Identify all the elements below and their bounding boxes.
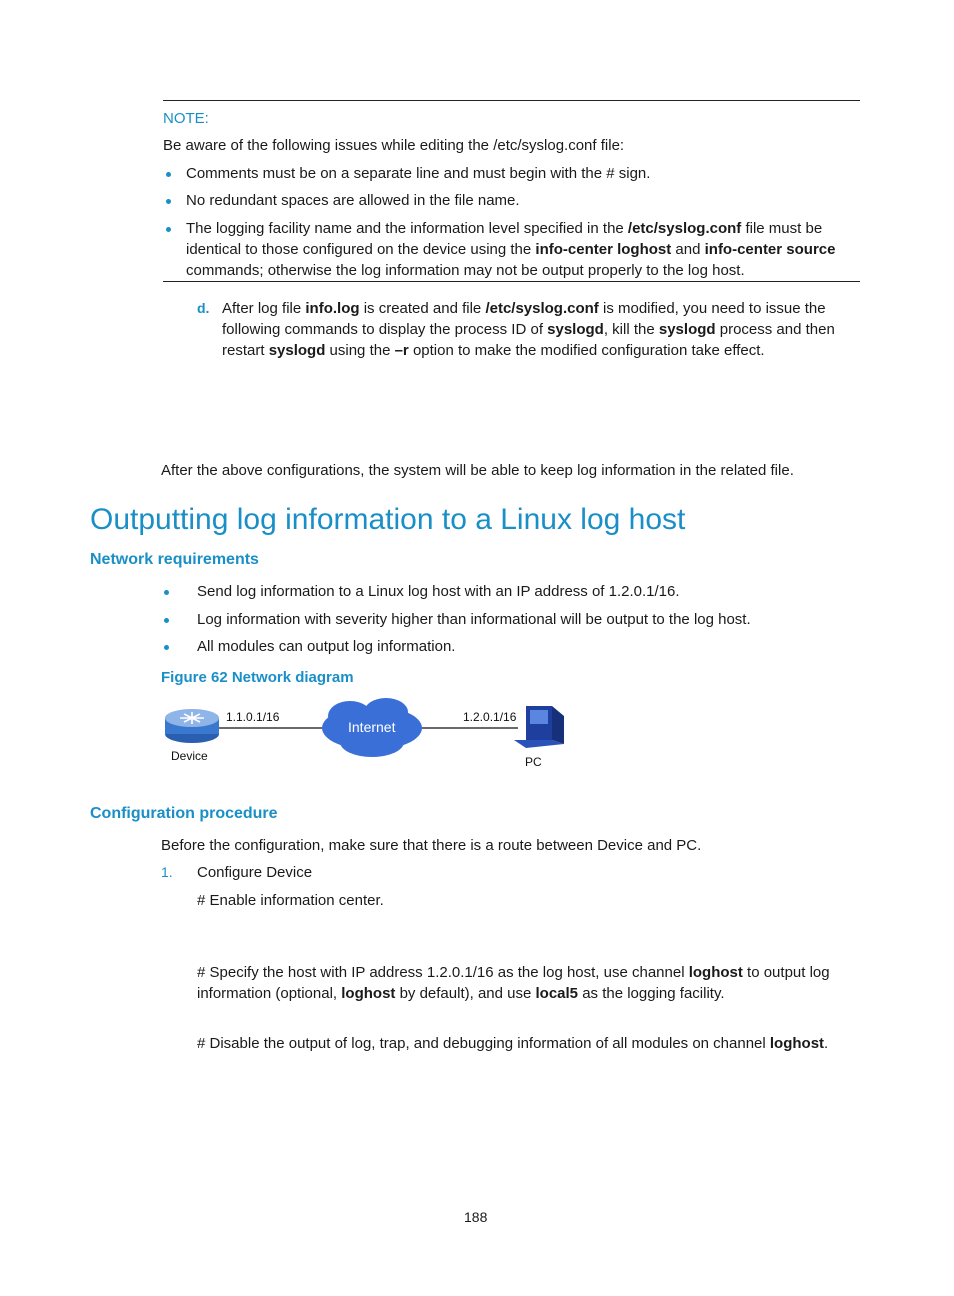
note-item-2: No redundant spaces are allowed in the file name. [186,192,520,209]
network-diagram [150,690,580,780]
note-intro: Be aware of the following issues while editing the /etc/syslog.conf file: [163,137,625,154]
step-1-text: Configure Device [197,864,313,881]
section-title: Outputting log information to a Linux log host [90,503,686,536]
note-item-1: Comments must be on a separate line and must begin with the # sign. [186,165,651,182]
pc-label: PC [525,755,542,769]
config-intro: Before the configuration, make sure that there is a route between Device and PC. [161,837,702,854]
req-bullet-2 [164,618,169,623]
step-1-marker: 1. [161,864,173,880]
note-label: NOTE: [163,110,209,127]
pc-icon [514,706,564,748]
step-d-line-2: following commands to display the process ID of syslogd, kill the syslogd process and then [222,321,835,338]
comment-specify-host-line-1: # Specify the host with IP address 1.2.0.1/16 as the log host, use channel loghost to output log [197,964,830,981]
note-bullet-2 [166,199,171,204]
after-config-text: After the above configurations, the system will be able to keep log information in the related file. [161,462,794,479]
router-icon [165,709,219,743]
page-number: 188 [464,1209,488,1225]
network-requirements-heading: Network requirements [90,551,259,568]
req-item-1: Send log information to a Linux log host with an IP address of 1.2.0.1/16. [197,583,680,600]
comment-specify-host-line-2: information (optional, loghost by default), and use local5 as the logging facility. [197,985,725,1002]
note-bullet-1 [166,172,171,177]
note-bullet-3 [166,227,171,232]
comment-disable-output: # Disable the output of log, trap, and debugging information of all modules on channel loghost. [197,1035,829,1052]
device-ip-label: 1.1.0.1/16 [226,710,280,724]
note-bottom-rule [163,281,860,282]
step-d-line-3: restart syslogd using the –r option to make the modified configuration take effect. [222,342,765,359]
device-label: Device [171,749,208,763]
note-item-3-line-2: identical to those configured on the device using the info-center loghost and info-center source [186,241,836,258]
req-item-3: All modules can output log information. [197,638,456,655]
step-d-marker: d. [197,300,210,316]
step-d-line-1: After log file info.log is created and file /etc/syslog.conf is modified, you need to issue the [222,300,826,317]
comment-enable-info-center: # Enable information center. [197,892,384,909]
note-top-rule [163,100,860,101]
figure-caption: Figure 62 Network diagram [161,669,354,686]
req-item-2: Log information with severity higher than informational will be output to the log host. [197,611,751,628]
note-item-3-line-1: The logging facility name and the information level specified in the /etc/syslog.conf file must be [186,220,823,237]
pc-ip-label: 1.2.0.1/16 [463,710,517,724]
req-bullet-3 [164,645,169,650]
internet-label: Internet [348,719,396,735]
note-item-3-line-3: commands; otherwise the log information may not be output properly to the log host. [186,262,745,279]
req-bullet-1 [164,590,169,595]
config-procedure-heading: Configuration procedure [90,805,278,822]
